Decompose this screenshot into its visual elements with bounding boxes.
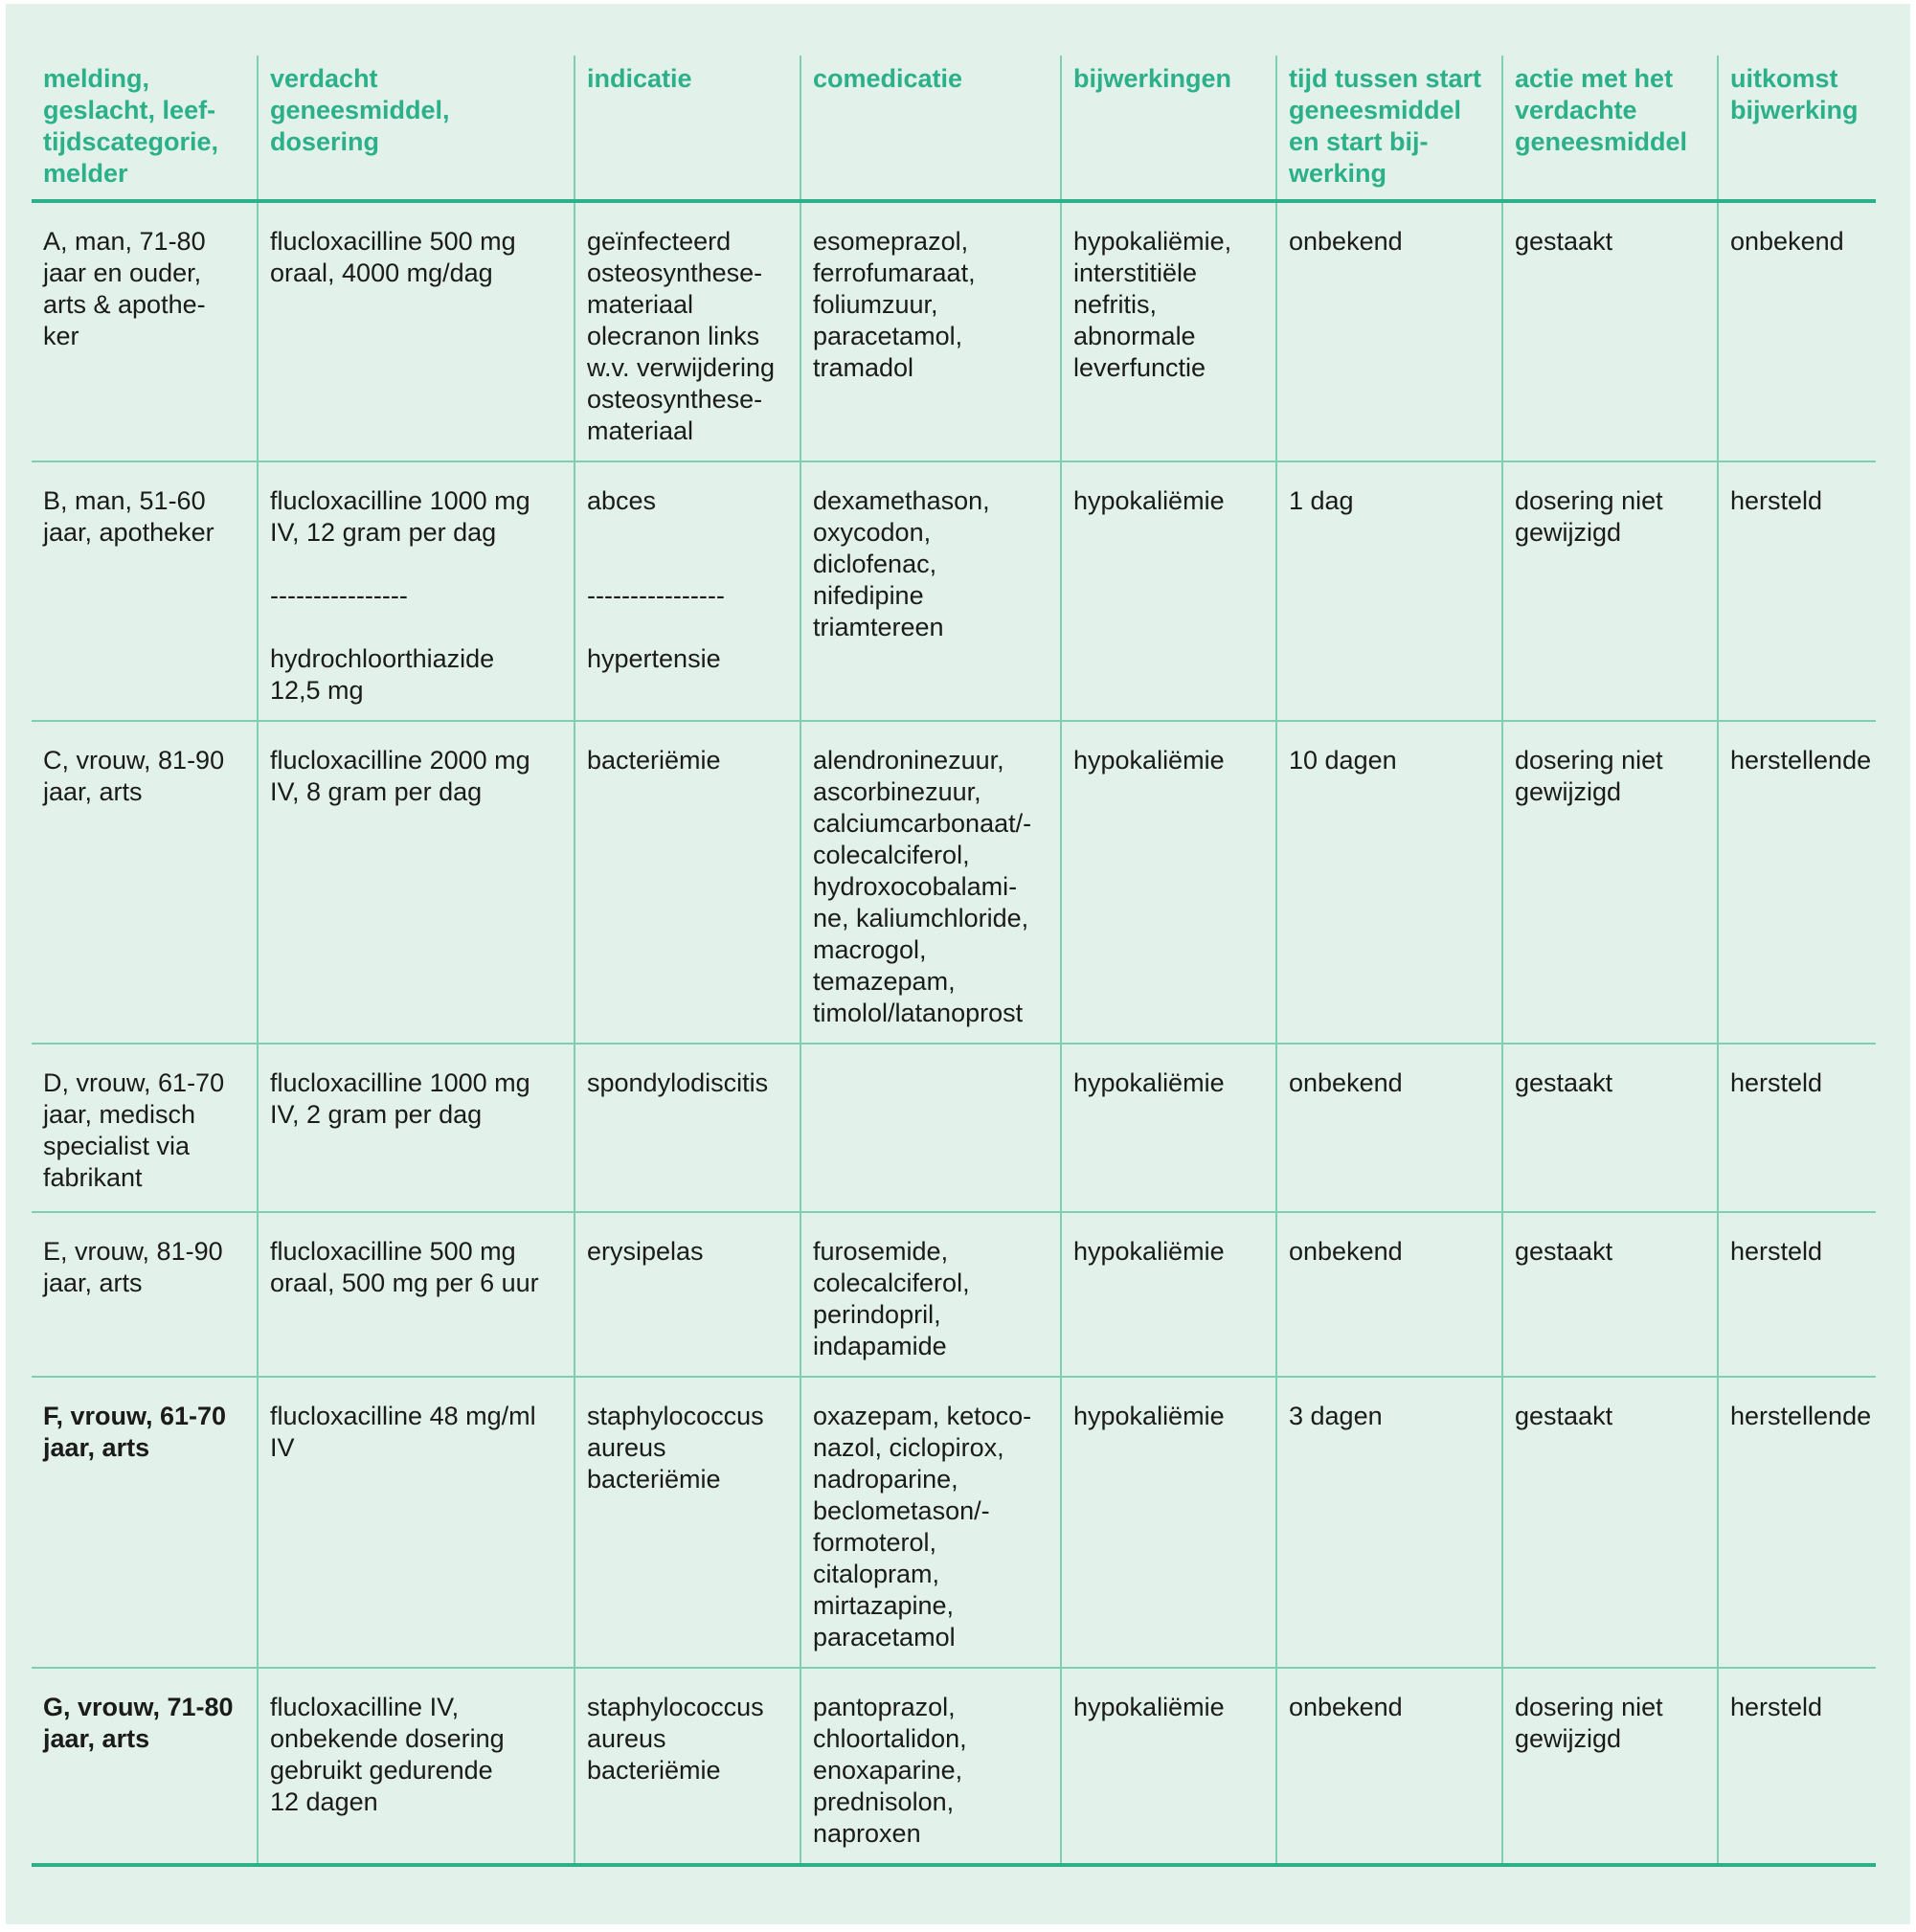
cell-geneesmiddel [258, 461, 575, 721]
cell-actie: gestaakt [1502, 201, 1718, 461]
cell-actie: gestaakt [1502, 1377, 1718, 1668]
cell-tijd: onbekend [1276, 201, 1502, 461]
cell-tijd: 3 dagen [1276, 1377, 1502, 1668]
cell-indicatie: geïnfecteerd osteosynthese- materiaal olecranon links w.v. verwijdering osteosynthese- materiaal [575, 201, 800, 461]
cell-uitkomst: hersteld [1718, 1044, 1876, 1212]
cell-indicatie: spondylodiscitis [575, 1044, 800, 1212]
cell-uitkomst: hersteld [1718, 1212, 1876, 1377]
table-row [32, 1668, 1876, 1865]
cell-tijd: onbekend [1276, 1044, 1502, 1212]
cell-actie: gestaakt [1502, 1212, 1718, 1377]
cell-indicatie: staphylococcus aureus bacteriëmie [575, 1668, 800, 1865]
table-row [32, 461, 1876, 721]
cell-comedicatie [800, 1044, 1061, 1212]
table-row [32, 1044, 1876, 1212]
cell-actie: dosering niet gewijzigd [1502, 721, 1718, 1044]
table-row [32, 1377, 1876, 1668]
cell-actie: gestaakt [1502, 1044, 1718, 1212]
header-uitkomst: uitkomst bijwerking [1718, 56, 1876, 201]
cell-melding: G, vrouw, 71-80 jaar, arts [32, 1668, 258, 1865]
cell-melding: A, man, 71-80 jaar en ouder, arts & apothe- ker [32, 201, 258, 461]
table-row [32, 1212, 1876, 1377]
cell-indicatie [575, 461, 800, 721]
cell-bijwerkingen: hypokaliëmie [1061, 1044, 1276, 1212]
header-bijwerkingen: bijwerkingen [1061, 56, 1276, 201]
indicatie-secondary: hypertensie [587, 644, 721, 673]
cell-uitkomst: hersteld [1718, 1668, 1876, 1865]
cell-bijwerkingen: hypokaliëmie, interstitiële nefritis, abnormale leverfunctie [1061, 201, 1276, 461]
cell-bijwerkingen: hypokaliëmie [1061, 721, 1276, 1044]
header-row [32, 56, 1876, 201]
cell-indicatie: erysipelas [575, 1212, 800, 1377]
cell-melding: D, vrouw, 61-70 jaar, medisch specialist via fabrikant [32, 1044, 258, 1212]
cell-comedicatie: dexamethason, oxycodon, diclofenac, nifedipine triamtereen [800, 461, 1061, 721]
cell-uitkomst: herstellende [1718, 1377, 1876, 1668]
cell-indicatie: staphylococcus aureus bacteriëmie [575, 1377, 800, 1668]
table-row [32, 721, 1876, 1044]
cell-geneesmiddel: flucloxacilline 2000 mg IV, 8 gram per dag [258, 721, 575, 1044]
cell-geneesmiddel: flucloxacilline 48 mg/ml IV [258, 1377, 575, 1668]
header-geneesmiddel: verdacht geneesmiddel, dosering [258, 56, 575, 201]
cell-bijwerkingen: hypokaliëmie [1061, 461, 1276, 721]
header-actie: actie met het verdachte geneesmiddel [1502, 56, 1718, 201]
cell-melding: F, vrouw, 61-70 jaar, arts [32, 1377, 258, 1668]
cell-geneesmiddel: flucloxacilline 1000 mg IV, 2 gram per dag [258, 1044, 575, 1212]
cell-actie: dosering niet gewijzigd [1502, 461, 1718, 721]
indicatie-primary: abces [587, 486, 657, 515]
geneesmiddel-primary: flucloxacilline 1000 mg IV, 12 gram per dag [270, 486, 530, 547]
cell-bijwerkingen: hypokaliëmie [1061, 1377, 1276, 1668]
cell-separator: ---------------- [587, 581, 725, 610]
header-melding: melding, geslacht, leef- tijdscategorie, melder [32, 56, 258, 201]
header-tijd: tijd tussen start geneesmiddel en start bij- werking [1276, 56, 1502, 201]
cell-uitkomst: herstellende [1718, 721, 1876, 1044]
cell-comedicatie: alendroninezuur, ascorbinezuur, calciumcarbonaat/- colecalciferol, hydroxocobalami- ne, kaliumchloride, macrogol, temazepam, timolol/latanoprost [800, 721, 1061, 1044]
cell-indicatie: bacteriëmie [575, 721, 800, 1044]
cell-tijd: onbekend [1276, 1212, 1502, 1377]
adverse-reactions-table [32, 56, 1876, 1867]
cell-comedicatie: furosemide, colecalciferol, perindopril, indapamide [800, 1212, 1061, 1377]
cell-melding: B, man, 51-60 jaar, apotheker [32, 461, 258, 721]
cell-bijwerkingen: hypokaliëmie [1061, 1668, 1276, 1865]
cell-uitkomst: onbekend [1718, 201, 1876, 461]
geneesmiddel-secondary: hydrochloorthiazide 12,5 mg [270, 644, 495, 705]
cell-bijwerkingen: hypokaliëmie [1061, 1212, 1276, 1377]
cell-tijd: onbekend [1276, 1668, 1502, 1865]
cell-actie: dosering niet gewijzigd [1502, 1668, 1718, 1865]
cell-comedicatie: pantoprazol, chloortalidon, enoxaparine, prednisolon, naproxen [800, 1668, 1061, 1865]
cell-melding: C, vrouw, 81-90 jaar, arts [32, 721, 258, 1044]
table-row [32, 201, 1876, 461]
cell-separator: ---------------- [270, 581, 408, 610]
cell-comedicatie: esomeprazol, ferrofumaraat, foliumzuur, paracetamol, tramadol [800, 201, 1061, 461]
cell-geneesmiddel: flucloxacilline IV, onbekende dosering gebruikt gedurende 12 dagen [258, 1668, 575, 1865]
cell-comedicatie: oxazepam, ketoco- nazol, ciclopirox, nadroparine, beclometason/- formoterol, citalopram, mirtazapine, paracetamol [800, 1377, 1061, 1668]
header-indicatie: indicatie [575, 56, 800, 201]
cell-geneesmiddel: flucloxacilline 500 mg oraal, 4000 mg/dag [258, 201, 575, 461]
cell-melding: E, vrouw, 81-90 jaar, arts [32, 1212, 258, 1377]
cell-tijd: 10 dagen [1276, 721, 1502, 1044]
cell-geneesmiddel: flucloxacilline 500 mg oraal, 500 mg per 6 uur [258, 1212, 575, 1377]
header-comedicatie: comedicatie [800, 56, 1061, 201]
cell-uitkomst: hersteld [1718, 461, 1876, 721]
cell-tijd: 1 dag [1276, 461, 1502, 721]
